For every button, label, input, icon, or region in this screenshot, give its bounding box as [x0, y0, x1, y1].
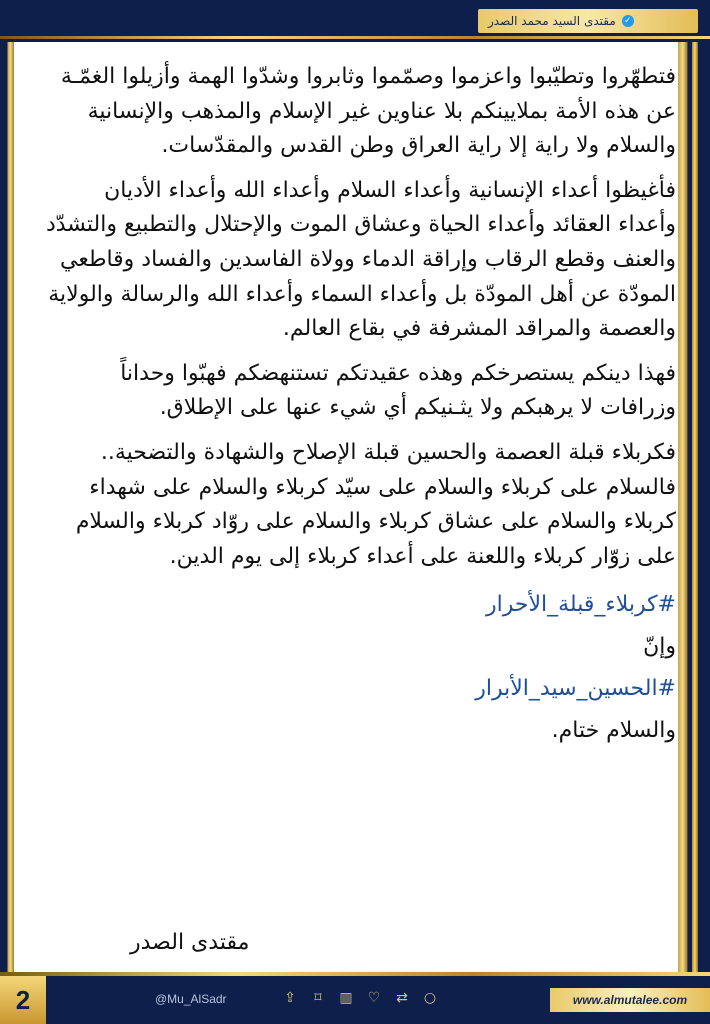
signature: مقتدى الصدر — [130, 930, 250, 955]
bottom-banner — [0, 972, 710, 1024]
paragraph: فتطهّروا وتطيّبوا واعزموا وصمّموا وثابروا وشدّوا الهمة وأزيلوا الغمّـة عن هذه الأمة بملايينكم بلا عناوين غير الإسلام والمذهب والإنسانية والسلام ولا راية إلا راية العراق وطن القدس والمقدّسات. — [60, 64, 676, 159]
stats-icon[interactable]: ▥ — [339, 990, 353, 1006]
paragraph: فأغيظوا أعداء الإنسانية وأعداء السلام وأعداء الله وأعداء الأديان وأعداء العقائد وأعداء الحياة وعشاق الموت والإحتلال والتطبيع والتشدّد والعنف وقطع الرقاب وإراقة الدماء وولاة الفاسدين والفساد وقاطعي المودّة عن أهل المودّة بل وأعداء السماء وأعداء الله والرسالة والولاية والعصمة والمراقد المشرفة في بقاع العالم. — [45, 177, 676, 342]
page-number: 2 — [0, 976, 46, 1024]
website-link[interactable]: www.almutalee.com — [550, 988, 710, 1012]
verified-icon: ✓ — [622, 15, 634, 27]
account-name: مقتدى السيد محمد الصدر — [488, 14, 616, 28]
account-handle[interactable]: @Mu_AlSadr — [155, 992, 227, 1006]
hashtag-karbala[interactable]: #كربلاء_قبلة_الأحرار — [485, 592, 676, 618]
retweet-icon[interactable]: ⇄ — [396, 990, 408, 1006]
account-badge — [478, 9, 698, 33]
hashtag-hussein[interactable]: #الحسين_سيد_الأبرار — [475, 676, 676, 702]
share-icon[interactable]: ⇪ — [284, 990, 296, 1006]
closing-text: والسلام ختام. — [551, 718, 676, 744]
bookmark-icon[interactable]: ⌑ — [314, 990, 322, 1006]
left-frame-border — [0, 42, 14, 972]
reply-icon[interactable]: ○ — [423, 990, 437, 1006]
gold-divider — [0, 36, 710, 39]
paragraph: فهذا دينكم يستصرخكم وهذه عقيدتكم تستنهضكم فهبّوا وحداناً وزرافات لا يرهبكم ولا يثـنيكم أي شيء عنها على الإطلاق. — [120, 360, 676, 421]
like-icon[interactable]: ♡ — [367, 990, 381, 1006]
statement-body — [40, 60, 676, 748]
social-actions — [282, 990, 438, 1006]
top-banner — [0, 0, 710, 42]
right-frame-border — [678, 42, 710, 972]
connector-text: وإنّ — [643, 634, 676, 660]
paragraph: فكربلاء قبلة العصمة والحسين قبلة الإصلاح والشهادة والتضحية.. فالسلام على كربلاء والسلام على سيّد كربلاء والسلام على شهداء كربلاء والسلام على عشاق كربلاء والسلام على روّاد كربلاء والسلام على زوّار كربلاء واللعنة على أعداء كربلاء إلى يوم الدين. — [75, 439, 676, 569]
gold-divider — [0, 972, 710, 976]
